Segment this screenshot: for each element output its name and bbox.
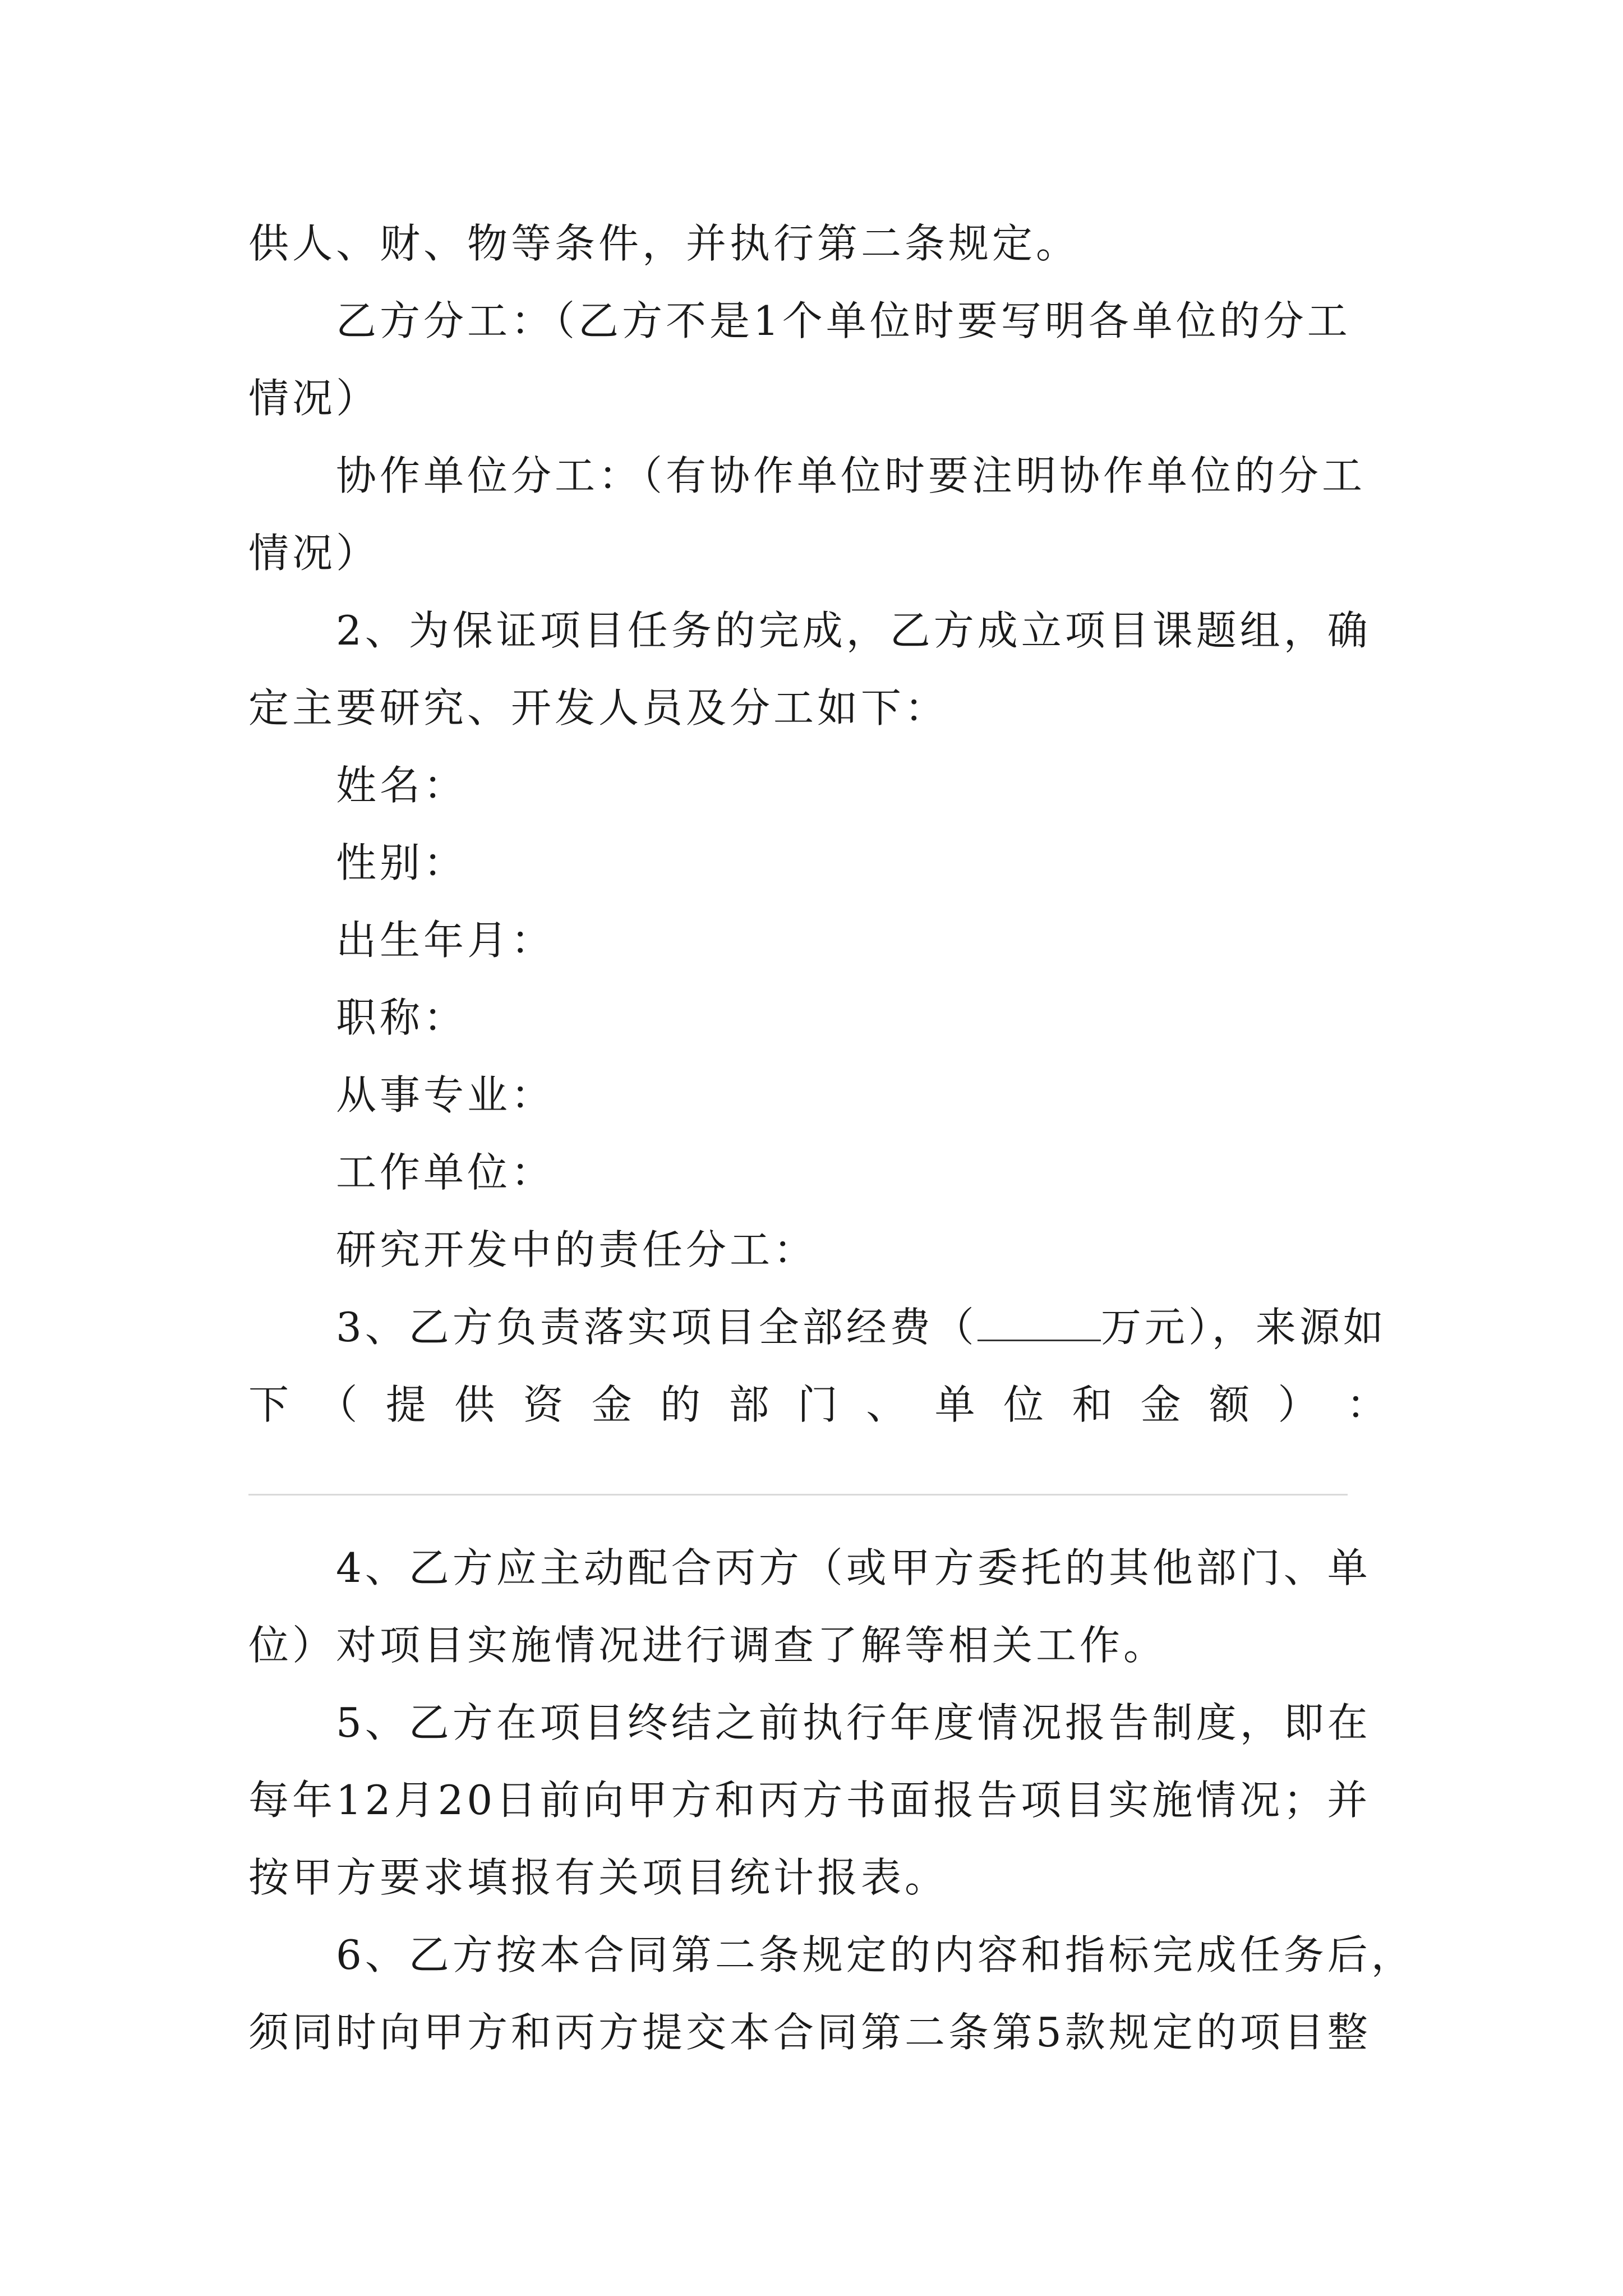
blank-fill-line [248,1494,1348,1496]
field-label-title: 职称： [336,994,468,1041]
justified-char: 资 [523,1381,564,1428]
paragraph-line: 2、为保证项目任务的完成，乙方成立项目课题组，确 [336,607,1371,654]
field-label-birth-date: 出生年月： [336,917,555,964]
field-label-specialty: 从事专业： [336,1071,555,1119]
paragraph-line: 按甲方要求填报有关项目统计报表。 [248,1854,949,1901]
justified-char: 部 [728,1381,769,1428]
justified-char: 、 [866,1381,907,1428]
field-label-name: 姓名： [336,762,468,809]
paragraph-line: 每年12月20日前向甲方和丙方书面报告项目实施情况；并 [248,1777,1371,1824]
justified-line [248,1366,1387,1443]
justified-char: ： [1346,1381,1387,1428]
paragraph-line: 供人、财、物等条件，并执行第二条规定。 [248,220,1080,267]
justified-char: 金 [591,1381,632,1428]
justified-char: 门 [797,1381,838,1428]
justified-char: 和 [1072,1381,1113,1428]
paragraph-line: 位）对项目实施情况进行调查了解等相关工作。 [248,1622,1168,1669]
justified-char: 供 [454,1381,495,1428]
justified-char: 额 [1209,1381,1250,1428]
justified-char: 提 [385,1381,426,1428]
paragraph-line: 乙方分工：（乙方不是1个单位时要写明各单位的分工 [336,297,1351,344]
paragraph-line: 协作单位分工：（有协作单位时要注明协作单位的分工 [336,452,1366,499]
funding-text-start: 3、乙方负责落实项目全部经费（ [336,1304,978,1351]
field-label-responsibility: 研究开发中的责任分工： [336,1226,818,1273]
justified-char: （ [317,1381,358,1428]
paragraph-line: 须同时向甲方和丙方提交本合同第二条第5款规定的项目整 [248,2009,1371,2056]
paragraph-line: 定主要研究、开发人员及分工如下： [248,684,949,731]
justified-char: 金 [1140,1381,1181,1428]
funding-text-end: 万元），来源如 [1100,1304,1387,1351]
paragraph-line: 情况） [248,375,380,422]
field-label-work-unit: 工作单位： [336,1149,555,1196]
justified-char: 的 [660,1381,701,1428]
paragraph-line [248,1289,1387,1366]
justified-char: 位 [1003,1381,1044,1428]
paragraph-line: 6、乙方按本合同第二条规定的内容和指标完成任务后， [336,1931,1415,1978]
justified-char: 单 [934,1381,975,1428]
paragraph-line: 5、乙方在项目终结之前执行年度情况报告制度，即在 [336,1699,1371,1746]
paragraph-line: 情况） [248,530,380,577]
field-label-gender: 性别： [336,839,468,886]
funding-amount-blank [978,1300,1101,1341]
justified-char: 下 [248,1381,289,1428]
justified-char: ） [1278,1381,1318,1428]
document-body [248,205,1415,2071]
paragraph-line: 4、乙方应主动配合丙方（或甲方委托的其他部门、单 [336,1544,1371,1591]
